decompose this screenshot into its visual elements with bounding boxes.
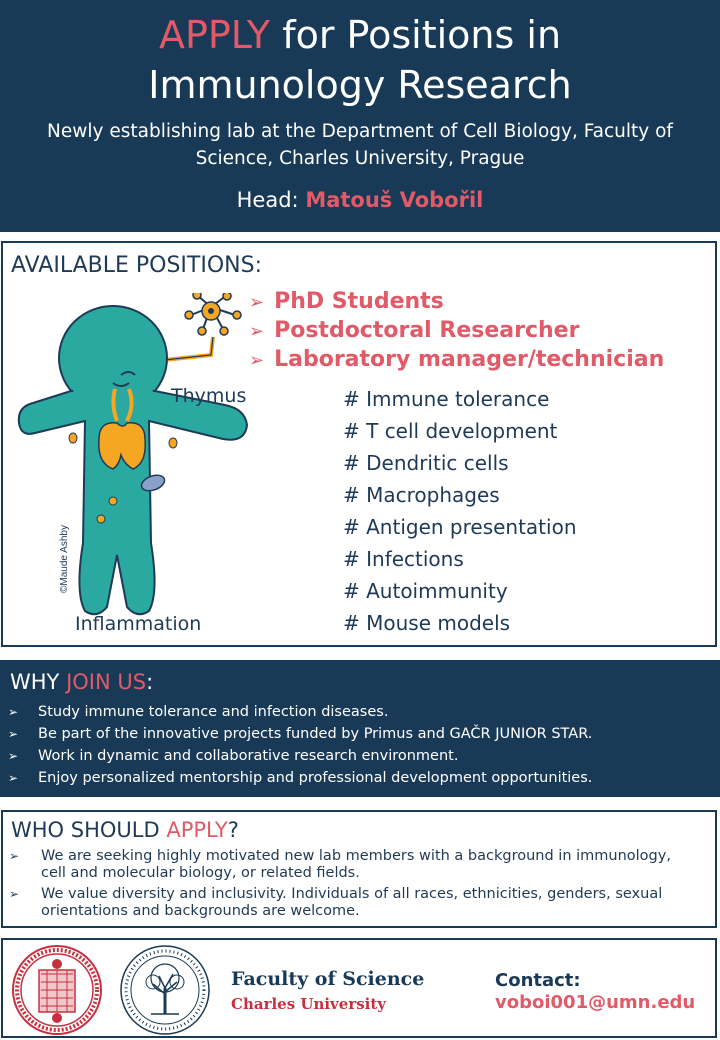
subtitle: Newly establishing lab at the Department of Cell Biology, Faculty of Science, Charles University, Prague: [47, 121, 673, 169]
arrow-bullet-icon: ➢: [249, 321, 265, 342]
why-join-us-panel: [0, 660, 720, 797]
research-tag: # Infections: [343, 547, 464, 571]
why-item: ➢ Study immune tolerance and infection diseases.: [8, 704, 389, 720]
header-banner: [0, 0, 720, 232]
arrow-bullet-icon: ➢: [8, 727, 19, 741]
head-name: Matouš Vobořil: [305, 188, 484, 212]
research-tag: # Antigen presentation: [343, 515, 577, 539]
title-apply-word: APPLY: [158, 13, 271, 57]
faculty-name: Faculty of Science: [231, 968, 425, 990]
immune-figure-illustration: [13, 293, 263, 623]
arrow-bullet-icon: ➢: [9, 849, 20, 863]
why-item: ➢ Enjoy personalized mentorship and professional development opportunities.: [8, 770, 593, 786]
why-item: ➢ Work in dynamic and collaborative research environment.: [8, 748, 459, 764]
title-line-1: [0, 12, 720, 58]
red-seal-logo: [11, 944, 103, 1036]
inflammation-label: Inflammation: [75, 613, 202, 635]
research-tag: # Autoimmunity: [343, 579, 508, 603]
who-should-apply-panel: [1, 810, 717, 928]
research-tag: # Macrophages: [343, 483, 500, 507]
thymus-label: Thymus: [171, 385, 247, 407]
dendritic-cell-icon: [185, 293, 241, 335]
why-item: ➢ Be part of the innovative projects funded by Primus and GAČR JUNIOR STAR.: [8, 726, 593, 742]
position-lab-manager: ➢ Laboratory manager/technician: [249, 347, 665, 372]
who-item: ➢ We value diversity and inclusivity. Individuals of all races, ethnicities, genders, sexual orientations and backgrounds are welcome.: [9, 886, 663, 919]
tree-seal-logo: [119, 944, 211, 1036]
position-phd: ➢ PhD Students: [249, 289, 444, 314]
arrow-bullet-icon: ➢: [8, 771, 19, 785]
who-title: WHO SHOULD APPLY?: [11, 818, 239, 842]
arrow-bullet-icon: ➢: [249, 292, 265, 313]
contact-email-link[interactable]: voboi001@umn.edu: [495, 992, 696, 1013]
head-line: [0, 186, 720, 214]
arrow-bullet-icon: ➢: [249, 350, 265, 371]
figure-credit: ©Maude Ashby: [59, 525, 70, 593]
why-title: WHY JOIN US:: [10, 670, 154, 694]
arrow-bullet-icon: ➢: [8, 749, 19, 763]
head-label: Head:: [236, 188, 299, 212]
available-positions-panel: [1, 241, 717, 647]
research-tag: # Immune tolerance: [343, 387, 550, 411]
research-tag: # T cell development: [343, 419, 558, 443]
contact-label: Contact:: [495, 970, 581, 991]
research-tag: # Dendritic cells: [343, 451, 509, 475]
position-postdoc: ➢ Postdoctoral Researcher: [249, 318, 580, 343]
title-rest: for Positions in: [282, 13, 562, 57]
university-name: Charles University: [231, 995, 387, 1013]
title-line-2: Immunology Research: [148, 63, 572, 107]
research-tag: # Mouse models: [343, 611, 511, 635]
footer-panel: [1, 938, 717, 1038]
positions-title: AVAILABLE POSITIONS:: [11, 253, 262, 278]
who-item: ➢ We are seeking highly motivated new lab members with a background in immunology, cell and molecular biology, or related fields.: [9, 848, 671, 881]
arrow-bullet-icon: ➢: [9, 887, 20, 901]
arrow-bullet-icon: ➢: [8, 705, 19, 719]
